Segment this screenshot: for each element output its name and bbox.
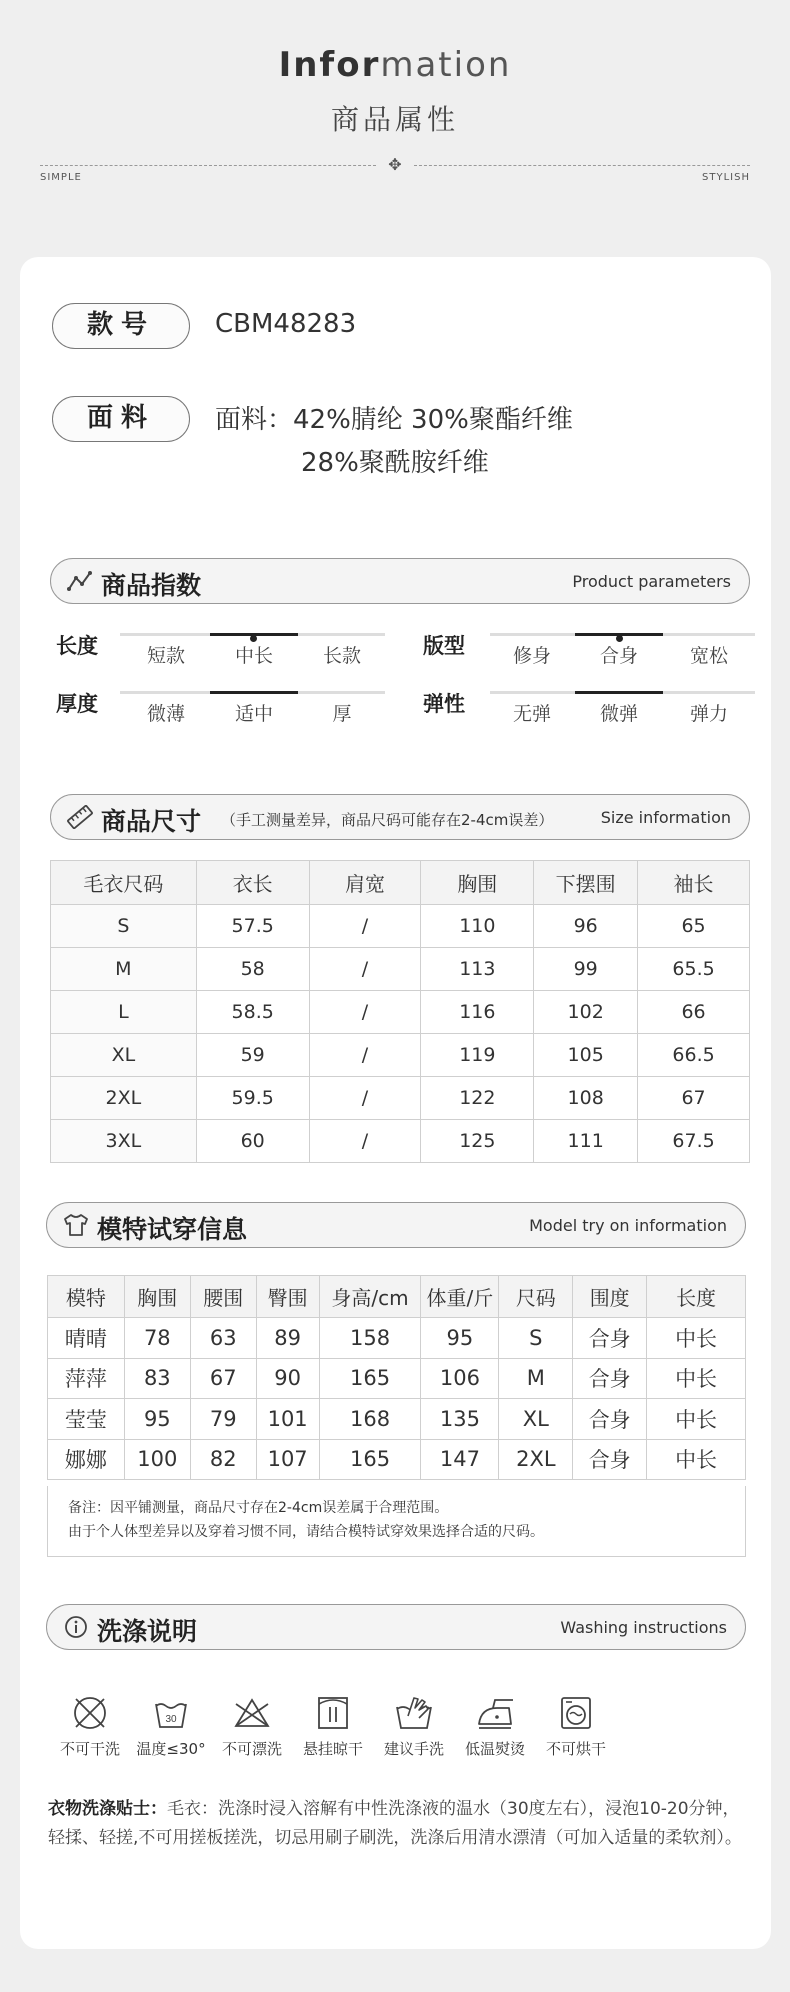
- fabric-line-2: 28%聚酰胺纤维: [301, 448, 489, 478]
- no-dryclean-icon: [70, 1694, 110, 1732]
- table-cell: 67: [190, 1358, 256, 1399]
- wash-item-no-bleach: [207, 1694, 297, 1759]
- size-table: [50, 860, 750, 1163]
- param-option: 适中: [234, 703, 273, 725]
- table-cell: 122: [421, 1077, 534, 1120]
- params-title: 商品指数: [101, 571, 202, 600]
- param-option: 厚: [332, 703, 352, 725]
- table-header-cell: 模特: [48, 1276, 125, 1318]
- table-cell: 79: [190, 1399, 256, 1440]
- hang-dry-icon: [313, 1694, 353, 1732]
- table-cell: 90: [256, 1358, 319, 1399]
- table-header-cell: 衣长: [196, 861, 309, 905]
- table-cell: 中长: [647, 1318, 746, 1359]
- table-header-cell: 毛衣尺码: [51, 861, 197, 905]
- param-selected-elasticity: [575, 691, 663, 694]
- table-cell: 107: [256, 1439, 319, 1480]
- wash-section-header: [46, 1604, 746, 1650]
- table-row: [51, 991, 750, 1034]
- table-cell: 66.5: [638, 1034, 750, 1077]
- table-row: [48, 1399, 746, 1440]
- hand-wash-icon: [392, 1694, 436, 1732]
- table-cell: M: [51, 948, 197, 991]
- table-cell: 娜娜: [48, 1439, 125, 1480]
- table-cell: XL: [499, 1399, 573, 1440]
- table-cell: 66: [638, 991, 750, 1034]
- table-header-cell: 围度: [573, 1276, 647, 1318]
- table-row: [51, 1120, 750, 1163]
- param-option: 微弹: [599, 703, 638, 725]
- shirt-icon: [63, 1213, 89, 1237]
- table-cell: L: [51, 991, 197, 1034]
- table-cell: 95: [421, 1318, 499, 1359]
- header-divider-left: [40, 165, 376, 166]
- table-header-cell: 腰围: [190, 1276, 256, 1318]
- table-cell: 合身: [573, 1358, 647, 1399]
- content-card: [20, 257, 771, 1949]
- param-option: 短款: [146, 645, 185, 667]
- wash-label: 悬挂晾干: [302, 1740, 363, 1758]
- fabric-label: 面料: [52, 396, 190, 442]
- table-cell: 158: [319, 1318, 421, 1359]
- table-cell: 60: [196, 1120, 309, 1163]
- no-bleach-icon: [232, 1694, 272, 1732]
- table-cell: 83: [124, 1358, 190, 1399]
- param-option: 弹力: [689, 703, 728, 725]
- table-row: [51, 948, 750, 991]
- table-header-cell: 胸围: [124, 1276, 190, 1318]
- param-option: 宽松: [689, 645, 728, 667]
- table-cell: 莹莹: [48, 1399, 125, 1440]
- table-cell: 合身: [573, 1439, 647, 1480]
- model-section-header: [46, 1202, 746, 1248]
- size-section-header: [50, 794, 750, 840]
- header-divider-right: [414, 165, 750, 166]
- wash-temp-text: 30: [165, 1714, 177, 1725]
- wash-tips-label: 衣物洗涤贴士：: [48, 1799, 167, 1819]
- table-cell: 165: [319, 1439, 421, 1480]
- header-left-word: SIMPLE: [40, 172, 82, 183]
- wash-label: 不可烘干: [545, 1740, 606, 1758]
- wash-label: 不可漂洗: [221, 1740, 282, 1758]
- table-row: [51, 1034, 750, 1077]
- table-cell: M: [499, 1358, 573, 1399]
- table-cell: S: [51, 905, 197, 948]
- table-cell: 82: [190, 1439, 256, 1480]
- table-cell: 3XL: [51, 1120, 197, 1163]
- title-bold: Infor: [278, 45, 381, 85]
- table-cell: 102: [534, 991, 638, 1034]
- table-cell: 中长: [647, 1358, 746, 1399]
- table-cell: 168: [319, 1399, 421, 1440]
- table-row: [48, 1318, 746, 1359]
- style-number-label: 款号: [52, 303, 190, 349]
- table-cell: 89: [256, 1318, 319, 1359]
- header-right-word: STYLISH: [702, 172, 750, 183]
- table-header-row: [51, 861, 750, 905]
- size-note: （手工测量差异，商品尺码可能存在2-4cm误差）: [221, 811, 554, 829]
- table-cell: 125: [421, 1120, 534, 1163]
- params-en-title: Product parameters: [572, 572, 731, 591]
- table-header-cell: 长度: [647, 1276, 746, 1318]
- wash-title: 洗涤说明: [97, 1617, 198, 1646]
- table-cell: 96: [534, 905, 638, 948]
- table-cell: /: [309, 1077, 421, 1120]
- params-section-header: [50, 558, 750, 604]
- table-row: [48, 1358, 746, 1399]
- model-note-line-2: 由于个人体型差异以及穿着习惯不同，请结合模特试穿效果选择合适的尺码。: [68, 1524, 544, 1540]
- param-option: 中长: [234, 645, 273, 667]
- table-cell: 58.5: [196, 991, 309, 1034]
- table-row: [51, 1077, 750, 1120]
- table-cell: 63: [190, 1318, 256, 1359]
- param-option: 合身: [599, 645, 638, 667]
- no-tumble-dry-icon: [556, 1694, 596, 1732]
- table-cell: 65.5: [638, 948, 750, 991]
- table-header-cell: 下摆围: [534, 861, 638, 905]
- table-cell: 106: [421, 1358, 499, 1399]
- table-cell: XL: [51, 1034, 197, 1077]
- table-cell: 147: [421, 1439, 499, 1480]
- table-cell: 105: [534, 1034, 638, 1077]
- wash-label: 低温熨烫: [464, 1740, 525, 1758]
- table-header-cell: 肩宽: [309, 861, 421, 905]
- table-cell: 110: [421, 905, 534, 948]
- table-cell: 合身: [573, 1318, 647, 1359]
- size-en-title: Size information: [600, 808, 731, 827]
- table-header-cell: 身高/cm: [319, 1276, 421, 1318]
- table-cell: /: [309, 1120, 421, 1163]
- table-cell: 101: [256, 1399, 319, 1440]
- table-cell: 65: [638, 905, 750, 948]
- table-cell: 99: [534, 948, 638, 991]
- table-cell: 108: [534, 1077, 638, 1120]
- table-cell: 111: [534, 1120, 638, 1163]
- table-cell: 95: [124, 1399, 190, 1440]
- table-cell: 119: [421, 1034, 534, 1077]
- trend-icon: [67, 569, 93, 593]
- table-cell: 165: [319, 1358, 421, 1399]
- wash-item-no-tumble: [531, 1694, 621, 1759]
- table-cell: /: [309, 905, 421, 948]
- wash-en-title: Washing instructions: [560, 1618, 727, 1637]
- table-cell: /: [309, 991, 421, 1034]
- table-cell: 113: [421, 948, 534, 991]
- table-cell: 萍萍: [48, 1358, 125, 1399]
- wash-tips-text: 毛衣：洗涤时浸入溶解有中性洗涤液的温水（30度左右），浸泡10-20分钟，轻揉、轻搓,不可用搓板搓洗，切忌用刷子刷洗，洗涤后用清水漂清（可加入适量的柔软剂）。: [48, 1799, 742, 1848]
- wash-tips: [48, 1795, 754, 1853]
- table-row: [48, 1439, 746, 1480]
- table-cell: S: [499, 1318, 573, 1359]
- model-table: [47, 1275, 746, 1480]
- table-cell: /: [309, 1034, 421, 1077]
- cross-icon: ✥: [388, 155, 402, 174]
- wash-item-hand-wash: [369, 1694, 459, 1759]
- table-cell: 58: [196, 948, 309, 991]
- table-cell: 2XL: [499, 1439, 573, 1480]
- param-selected-thickness: [210, 691, 298, 694]
- wash-item-no-dryclean: [45, 1694, 135, 1759]
- fabric-line-1: 面料：42%腈纶 30%聚酯纤维: [215, 405, 573, 435]
- wash-label: 不可干洗: [59, 1740, 120, 1758]
- wash-item-30: [126, 1694, 216, 1759]
- param-option: 长款: [322, 645, 361, 667]
- style-number-value: CBM48283: [215, 309, 357, 339]
- table-header-cell: 袖长: [638, 861, 750, 905]
- param-label-elasticity: 弹性: [423, 692, 465, 716]
- table-header-cell: 尺码: [499, 1276, 573, 1318]
- table-cell: 135: [421, 1399, 499, 1440]
- table-header-row: [48, 1276, 746, 1318]
- table-cell: 合身: [573, 1399, 647, 1440]
- model-en-title: Model try on information: [529, 1216, 727, 1235]
- table-cell: 116: [421, 991, 534, 1034]
- wash-label: 温度≤30°: [136, 1740, 206, 1758]
- table-cell: /: [309, 948, 421, 991]
- wash-item-iron: [450, 1694, 540, 1759]
- table-header-cell: 胸围: [421, 861, 534, 905]
- table-cell: 67.5: [638, 1120, 750, 1163]
- param-label-length: 长度: [56, 634, 98, 658]
- param-option: 无弹: [512, 703, 551, 725]
- title-light: mation: [380, 45, 512, 85]
- table-row: [51, 905, 750, 948]
- param-option: 微薄: [146, 703, 185, 725]
- page-title: [0, 45, 790, 85]
- ruler-icon: [67, 805, 93, 829]
- table-cell: 78: [124, 1318, 190, 1359]
- model-note-box: [47, 1486, 746, 1557]
- model-title: 模特试穿信息: [97, 1215, 248, 1244]
- iron-low-icon: [473, 1694, 517, 1732]
- model-note-line-1: 备注：因平铺测量，商品尺寸存在2-4cm误差属于合理范围。: [68, 1500, 449, 1516]
- table-cell: 2XL: [51, 1077, 197, 1120]
- table-cell: 100: [124, 1439, 190, 1480]
- table-cell: 中长: [647, 1399, 746, 1440]
- table-cell: 59.5: [196, 1077, 309, 1120]
- param-label-thickness: 厚度: [56, 692, 98, 716]
- wash-30-icon: [151, 1694, 191, 1732]
- table-cell: 57.5: [196, 905, 309, 948]
- wash-label: 建议手洗: [383, 1740, 444, 1758]
- size-title: 商品尺寸: [101, 807, 202, 836]
- info-icon: [63, 1615, 89, 1639]
- param-label-fit: 版型: [423, 634, 465, 658]
- table-cell: 59: [196, 1034, 309, 1077]
- wash-item-hang-dry: [288, 1694, 378, 1759]
- param-option: 修身: [512, 645, 551, 667]
- table-header-cell: 臀围: [256, 1276, 319, 1318]
- table-cell: 晴晴: [48, 1318, 125, 1359]
- page-subtitle: 商品属性: [330, 103, 459, 136]
- table-cell: 67: [638, 1077, 750, 1120]
- table-cell: 中长: [647, 1439, 746, 1480]
- table-header-cell: 体重/斤: [421, 1276, 499, 1318]
